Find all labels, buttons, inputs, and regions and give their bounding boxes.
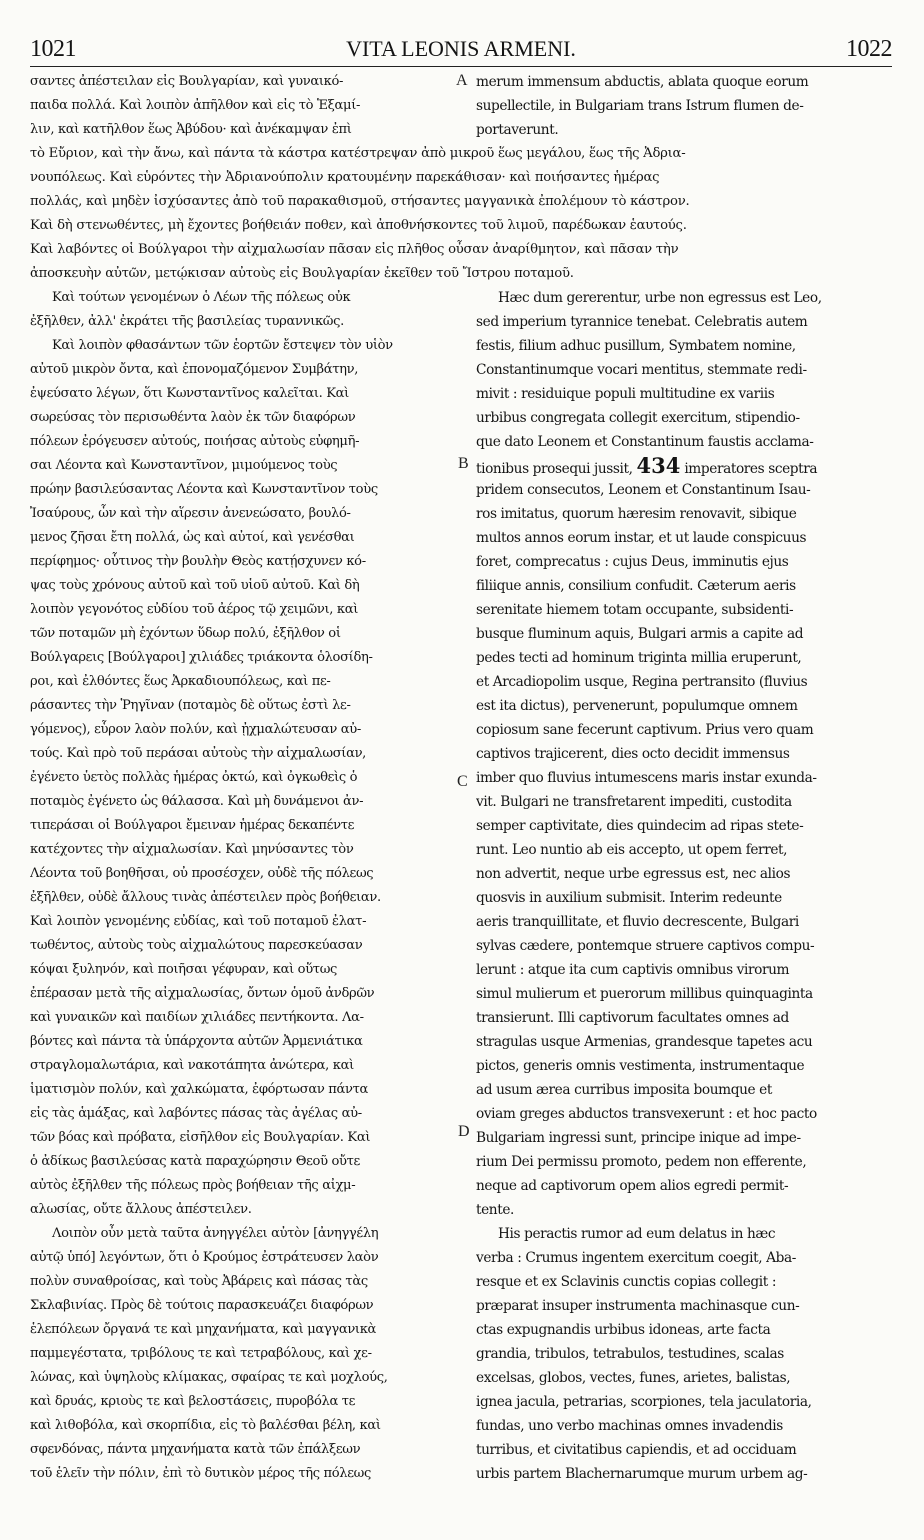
latin-line: vit. Bulgari ne transfretarent impediti, custodita (476, 794, 792, 810)
latin-line: copiosum sane fecerunt captivum. Prius vero quam (476, 722, 814, 738)
greek-line: αὐτὸς ἐξῆλθεν τῆς πόλεως πρὸς βοήθειαν τῆς αἰχμ- (30, 1178, 356, 1193)
greek-column (30, 286, 458, 1486)
latin-line: ros imitatus, quorum hæresim renovavit, sibique (476, 506, 797, 522)
greek-line: τιπεράσαι οἱ Βούλγαροι ἔμειναν ἡμέρας δεκαπέντε (30, 818, 355, 833)
latin-line: multos annos eorum instar, et ut laude conspicuus (476, 530, 807, 546)
running-header (30, 36, 892, 66)
greek-line: τωθέντος, αὐτοὺς τοὺς αἰχμαλώτους παρεσκεύασαν (30, 938, 363, 953)
latin-line: runt. Leo nuntio ab eis accepto, ut opem ferret, (476, 842, 788, 858)
greek-line: Λοιπὸν οὖν μετὰ ταῦτα ἀνηγγέλει αὐτὸν [ἀνηγγέλη (52, 1226, 379, 1241)
latin-line: et Arcadiopolim usque, Regina pertransito (fluvius (476, 674, 808, 690)
greek-line: ράσαντες τὴν Ῥηγῖναν (ποταμὸς δὲ οὕτως ἐστὶ λε- (30, 698, 351, 713)
latin-line: urbibus congregata collegit exercitum, stipendio- (476, 410, 800, 426)
latin-line: rium Dei permissu promoto, pedem non efferente, (476, 1154, 807, 1170)
greek-line: καὶ δρυάς, κριοὺς τε καὶ βελοστάσεις, πυροβόλα τε (30, 1394, 356, 1409)
latin-line: turribus, et civitatibus capiendis, et ad occiduam (476, 1442, 797, 1458)
latin-line: tente. (476, 1202, 514, 1218)
section-marker-d: D (458, 1123, 470, 1140)
latin-line: quosvis in auxilium submisit. Interim redeunte (476, 890, 782, 906)
greek-line: σφενδόνας, πάντα μηχανήματα κατὰ τῶν ἐπάλξεων (30, 1442, 361, 1457)
latin-line: mivit : residuique populi multitudine ex variis (476, 386, 775, 402)
greek-line: ἱματισμὸν πολύν, καὶ χαλκώματα, ἐφόρτωσαν πάντα (30, 1082, 369, 1097)
greek-line: πόλεων ἐρόγευσεν αὐτούς, ποιήσας αὐτοὺς εὐφημῆ- (30, 434, 360, 449)
greek-line: ροι, καὶ ἐλθόντες ἕως Ἀρκαδιουπόλεως, καὶ πε- (30, 674, 331, 689)
greek-line: τῶν ποταμῶν μὴ ἐχόντων ὕδωρ πολύ, ἐξῆλθον οἱ (30, 626, 341, 641)
greek-line: αὐτῷ ὑπό] λεγόντων, ὅτι ὁ Κρούμος ἐστράτευσεν λαὸν (30, 1250, 379, 1265)
greek-line: τῶν βόας καὶ πρόβατα, εἰσῆλθον εἰς Βουλγαρίαν. Καὶ (30, 1130, 371, 1145)
section-marker-b: B (458, 455, 469, 472)
latin-line: grandia, tribulos, tetrabulos, testudines, scalas (476, 1346, 784, 1362)
latin-line: simul mulierum et puerorum millibus quinquaginta (476, 986, 813, 1002)
running-title: VITA LEONIS ARMENI. (346, 36, 576, 61)
greek-line: Σκλαβινίας. Πρὸς δὲ τούτοις παρασκευάζει διαφόρων (30, 1298, 374, 1313)
greek-line: Βούλγαρεις [Βούλγαροι] χιλιάδες τριάκοντα ὁλοσίδη- (30, 650, 373, 665)
latin-top-block (476, 70, 892, 142)
greek-line: περίφημος· οὗτινος τὴν βουλὴν Θεὸς κατῄσχυνεν κό- (30, 554, 366, 569)
latin-line: urbis partem Blachernarumque murum urbem ag- (476, 1466, 808, 1482)
greek-line: σωρεύσας τὸν περισωθέντα λαὸν ἐκ τῶν διαφόρων (30, 410, 356, 425)
greek-line: καὶ λιθοβόλα, καὶ σκορπίδια, εἰς τὸ βαλέσθαι βέλη, καὶ (30, 1418, 381, 1433)
greek-full-line: νουπόλεως. Καὶ εὑρόντες τὴν Ἀδριανούπολιν κρατουμένην παρεκάθισαν· καὶ ποιήσαντες ἡμέρας (30, 170, 660, 185)
greek-line: ἐξῆλθεν, οὐδὲ ἄλλους τινὰς ἀπέστειλεν πρὸς βοήθειαν. (30, 890, 381, 905)
greek-line: ἐψεύσατο λέγων, ὅτι Κωνσταντῖνος καλεῖται. Καὶ (30, 386, 349, 401)
greek-line: ψας τοὺς χρόνους αὐτοῦ καὶ τοῦ υἱοῦ αὐτοῦ. Καὶ δὴ (30, 578, 360, 593)
greek-line: ἐπέρασαν μετὰ τῆς αἰχμαλωσίας, ὄντων ὁμοῦ ἀνδρῶν (30, 986, 375, 1001)
greek-full-line: τὸ Εὔριον, καὶ τὴν ἄνω, καὶ πάντα τὰ κάστρα κατέστρεψαν ἀπὸ μικροῦ ἕως μεγάλου, ἕως τῆς Ἀδρια- (30, 146, 686, 161)
latin-line: captivos trajicerent, dies octo decidit immensus (476, 746, 790, 762)
greek-line: λοιπὸν γεγονότος εὐδίου τοῦ ἀέρος τῷ χειμῶνι, καὶ (30, 602, 358, 617)
latin-line: portaverunt. (476, 122, 559, 138)
latin-line: transierunt. Illi captivorum facultates omnes ad (476, 1010, 789, 1026)
greek-line: κατέχοντες τὴν αἰχμαλωσίαν. Καὶ μηνύσαντες τὸν (30, 842, 354, 857)
greek-line: βόντες καὶ πάντα τὰ ὑπάρχοντα αὐτῶν Ἀρμενιάτικα (30, 1034, 363, 1049)
latin-line: Bulgariam ingressi sunt, principe inique ad impe- (476, 1130, 801, 1146)
greek-line: ποταμὸς ἐγένετο ὡς θάλασσα. Καὶ μὴ δυνάμενοι ἀν- (30, 794, 364, 809)
latin-column (476, 286, 892, 1486)
latin-line: non advertit, neque urbe egressus est, nec alios (476, 866, 791, 882)
greek-line: στραγλομαλωτάρια, καὶ νακοτάπητα ἀνώτερα, καὶ (30, 1058, 354, 1073)
latin-line: aeris tranquillitate, et fluvio decrescente, Bulgari (476, 914, 799, 930)
latin-line: verba : Crumus ingentem exercitum coegit, Aba- (476, 1250, 796, 1266)
greek-line: Λέοντα τοῦ βοηθῆσαι, οὐ προσέσχεν, οὐδὲ τῆς πόλεως (30, 866, 374, 881)
greek-line: τούς. Καὶ πρὸ τοῦ περάσαι αὐτοὺς τὴν αἰχμαλωσίαν, (30, 746, 366, 761)
latin-line: ad usum ærea curribus imposita boumque et (476, 1082, 772, 1098)
section-marker-a: A (456, 72, 468, 89)
greek-line: ὁ ἀδίκως βασιλεύσας κατὰ παραχώρησιν Θεοῦ οὔτε (30, 1154, 360, 1169)
latin-line: excelsas, globos, vectes, funes, arietes, balistas, (476, 1370, 791, 1386)
greek-line: Καὶ λοιπὸν φθασάντων τῶν ἑορτῶν ἔστεψεν τὸν υἱὸν (52, 338, 393, 353)
latin-line: sylvas cædere, pontemque struere captivos compu- (476, 938, 815, 954)
greek-line: γόμενος), εὗρον λαὸν πολύν, καὶ ᾐχμαλώτευσαν αὐ- (30, 722, 361, 737)
latin-line: busque fluminum aquis, Bulgari armis a capite ad (476, 626, 804, 642)
greek-line: ἑλεπόλεων ὄργανά τε καὶ μηχανήματα, καὶ μαγγανικὰ (30, 1322, 377, 1337)
latin-line: pictos, generis omnis vestimenta, instrumentaque (476, 1058, 805, 1074)
latin-line: pedes tecti ad hominum triginta millia eruperunt, (476, 650, 802, 666)
latin-line: stragulas usque Armenias, grandesque tapetes acu (476, 1034, 813, 1050)
greek-line: παμμεγέστατα, τριβόλους τε καὶ τετραβόλους, καὶ χε- (30, 1346, 372, 1361)
latin-line: præparat insuper instrumenta machinasque cun- (476, 1298, 800, 1314)
latin-line: resque et ex Sclavinis cunctis copias collegit : (476, 1274, 777, 1290)
greek-line: Ἰσαύρους, ὧν καὶ τὴν αἵρεσιν ἀνενεώσατο, βουλό- (30, 506, 351, 521)
greek-line: παιδα πολλά. Καὶ λοιπὸν ἀπῆλθον καὶ εἰς τὸ Ἑξαμί- (30, 98, 361, 113)
latin-line: imber quo fluvius intumescens maris instar exunda- (476, 770, 817, 786)
greek-line: ἐγένετο ὑετὸς πολλὰς ἡμέρας ὀκτώ, καὶ ὀγκωθεὶς ὁ (30, 770, 358, 785)
greek-full-line: ἀποσκευὴν αὐτῶν, μετῴκισαν αὐτοὺς εἰς Βουλγαρίαν ἐκεῖθεν τοῦ Ἴστρου ποταμοῦ. (30, 266, 574, 281)
latin-line: ctas expugnandis urbibus idoneas, arte facta (476, 1322, 771, 1338)
latin-line: neque ad captivorum opem alios egredi permit- (476, 1178, 789, 1194)
greek-line: Καὶ τούτων γενομένων ὁ Λέων τῆς πόλεως οὐκ (52, 290, 351, 305)
greek-line: κόψαι ξυληνόν, καὶ ποιῆσαι γέφυραν, καὶ οὕτως (30, 962, 338, 977)
latin-line: que dato Leonem et Constantinum faustis acclama- (476, 434, 814, 450)
greek-line: καὶ γυναικῶν καὶ παιδίων χιλιάδες πεντήκοντα. Λα- (30, 1010, 364, 1025)
greek-line: λώνας, καὶ ὑψηλοὺς κλίμακας, σφαίρας τε καὶ μοχλούς, (30, 1370, 388, 1385)
greek-line: μενος ζῆσαι ἔτη πολλά, ὡς καὶ αὐτοί, καὶ γενέσθαι (30, 530, 355, 545)
latin-line: merum immensum abductis, ablata quoque eorum (476, 74, 809, 90)
greek-line: αὐτοῦ μικρὸν ὄντα, καὶ ἐπονομαζόμενον Συμβάτην, (30, 362, 359, 377)
latin-line: Hæc dum gererentur, urbe non egressus est Leo, (498, 290, 822, 306)
header-rule (30, 66, 892, 67)
section-marker-c: C (457, 773, 468, 790)
greek-full-line: Καὶ δὴ στενωθέντες, μὴ ἔχοντες βοήθειάν ποθεν, καὶ ἀποθνήσκοντες τοῦ λιμοῦ, παρέδωκαν ἑαυτούς. (30, 218, 687, 233)
greek-full-width-block (30, 142, 892, 286)
latin-line: Constantinumque vocari mentitus, stemmate redi- (476, 362, 807, 378)
latin-line: est ita dictus), pervenerunt, populumque omnem (476, 698, 798, 714)
latin-line: fundas, uno verbo machinas omnes invadendis (476, 1418, 783, 1434)
latin-line: His peractis rumor ad eum delatus in hæc (498, 1226, 776, 1242)
latin-line: ignea jacula, petrarias, scorpiones, tela jaculatoria, (476, 1394, 812, 1410)
latin-line: lerunt : atque ita cum captivis omnibus virorum (476, 962, 790, 978)
greek-top-block (30, 70, 458, 142)
greek-full-line: Καὶ λαβόντες οἱ Βούλγαροι τὴν αἰχμαλωσίαν πᾶσαν εἰς πλῆθος οὖσαν ἀναρίθμητον, καὶ πᾶσαν τὴν (30, 242, 679, 257)
latin-line: festis, filium adhuc pusillum, Symbatem nomine, (476, 338, 796, 354)
greek-line: ἐξῆλθεν, ἀλλ' ἐκράτει τῆς βασιλείας τυραννικῶς. (30, 314, 344, 329)
greek-line: λιν, καὶ κατῆλθον ἕως Ἀβύδου· καὶ ἀνέκαμψαν ἐπὶ (30, 122, 352, 137)
inline-page-number: 434 (636, 454, 681, 478)
page-number-left: 1021 (30, 36, 76, 62)
latin-line: filiique annis, consilium confudit. Cæterum aeris (476, 578, 796, 594)
greek-line: εἰς τὰς ἁμάξας, καὶ λαβόντες πάσας τὰς ἀγέλας αὐ- (30, 1106, 362, 1121)
latin-line: serenitate hiemem totam occupante, subsidenti- (476, 602, 794, 618)
latin-line: sed imperium tyrannice tenebat. Celebratis autem (476, 314, 808, 330)
latin-line: supellectile, in Bulgariam trans Istrum flumen de- (476, 98, 804, 114)
greek-line: τοῦ ἑλεῖν τὴν πόλιν, ἐπὶ τὸ δυτικὸν μέρος τῆς πόλεως (30, 1466, 371, 1481)
greek-line: πρώην βασιλεύσαντας Λέοντα καὶ Κωνσταντῖνον τοὺς (30, 482, 378, 497)
latin-line: oviam greges abductos transvexerunt : et hoc pacto (476, 1106, 817, 1122)
greek-line: πολὺν συναθροίσας, καὶ τοὺς Ἀβάρεις καὶ πάσας τὰς (30, 1274, 368, 1289)
latin-line: semper captivitate, dies quindecim ad ripas stete- (476, 818, 804, 834)
greek-full-line: πολλάς, καὶ μηδὲν ἰσχύσαντες ἀπὸ τοῦ παρακαθισμοῦ, στήσαντες μαγγανικὰ ἐπολέμουν τὸ κάστρον. (30, 194, 690, 209)
greek-line: αλωσίας, οὔτε ἄλλους ἀπέστειλεν. (30, 1202, 252, 1217)
page-number-right: 1022 (846, 36, 892, 62)
greek-line: Καὶ λοιπὸν γενομένης εὐδίας, καὶ τοῦ ποταμοῦ ἐλατ- (30, 914, 367, 929)
greek-line: σαντες ἀπέστειλαν εἰς Βουλγαρίαν, καὶ γυναικό- (30, 74, 344, 89)
latin-line: pridem consecutos, Leonem et Constantinum Isau- (476, 482, 811, 498)
latin-line: foret, comprecatus : cujus Deus, imminutis ejus (476, 554, 789, 570)
latin-line: tionibus prosequi jussit, 434 imperatores sceptra (476, 454, 818, 478)
greek-line: σαι Λέοντα καὶ Κωνσταντῖνον, μιμούμενος τοὺς (30, 458, 338, 473)
